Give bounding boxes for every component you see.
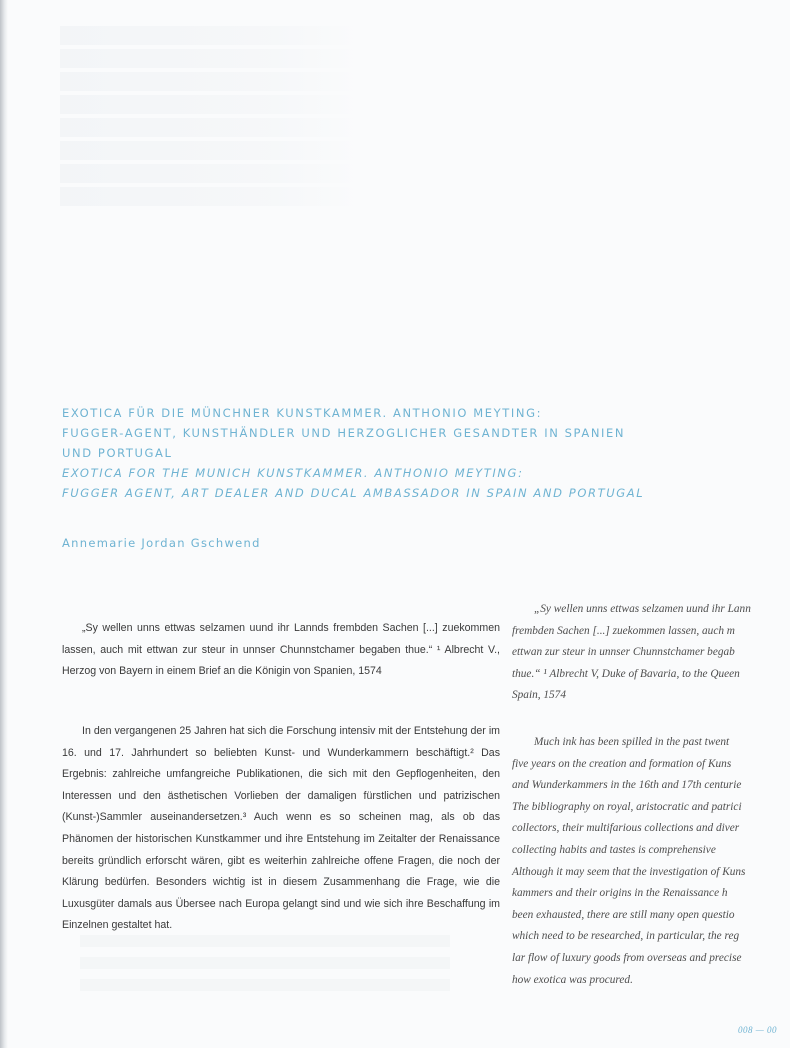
title-de-line-3: UND PORTUGAL — [62, 446, 173, 460]
page-gutter-shadow — [0, 0, 8, 1048]
title-en-line-2: FUGGER AGENT, ART DEALER AND DUCAL AMBASSADOR IN SPAIN AND PORTUGAL — [62, 486, 645, 500]
author-name: Annemarie Jordan Gschwend — [62, 536, 261, 550]
english-body-line: and Wunderkammers in the 16th and 17th centurie — [512, 779, 742, 792]
title-de-line-2: FUGGER-AGENT, KUNSTHÄNDLER UND HERZOGLICHER GESANDTER IN SPANIEN — [62, 426, 626, 440]
german-body — [62, 721, 500, 937]
english-quote-line: Spain, 1574 — [512, 689, 566, 702]
german-paragraph: In den vergangenen 25 Jahren hat sich die Forschung intensiv mit der Entstehung der im 16. und 17. Jahrhundert so beliebten Kunst- und Wunderkammern beschäftigt.² Das Ergebnis: zahlreiche umfangreiche Publikationen, die sich mit den Gepflogenheiten, den Interessen und den ästhetischen Vorlieben der damaligen fürstlichen und patrizischen (Kunst-)Sammler auseinandersetzen.³ Auch wenn es so scheinen mag, als ob das Phänomen der historischen Kunstkammer und ihre Entstehung im Zeitalter der Renaissance bereits gründlich erforscht wären, gibt es weiterhin zahlreiche offene Fragen, die noch der Klärung bedürfen. Besonders wichtig ist in diesem Zusammenhang die Frage, wie die Luxusgüter damals aus Übersee nach Europa gelangt sind und wie sich ihre Beschaffung im Einzelnen gestaltet hat. — [62, 725, 500, 932]
english-body-line: been exhausted, there are still many open questio — [512, 908, 735, 921]
english-body-line: kammers and their origins in the Renaissance h — [512, 887, 728, 900]
chapter-title — [62, 403, 762, 503]
english-quote-line: thue.“ ¹ Albrecht V, Duke of Bavaria, to the Queen — [512, 667, 740, 680]
show-through-text — [60, 26, 360, 210]
title-de-line-1: EXOTICA FÜR DIE MÜNCHNER KUNSTKAMMER. ANTHONIO MEYTING: — [62, 406, 543, 420]
english-body — [512, 732, 790, 991]
english-body-line: Although it may seem that the investigation of Kuns — [512, 865, 746, 878]
english-body-line: five years on the creation and formation of Kuns — [512, 757, 732, 770]
english-quote-line: frembden Sachen [...] zuekommen lassen, auch m — [512, 624, 735, 637]
english-body-line: which need to be researched, in particular, the reg — [512, 930, 740, 943]
english-body-line: collecting habits and tastes is comprehensive — [512, 843, 716, 856]
page-number: 008 — 00 — [738, 1025, 778, 1035]
english-quote-line: ettwan zur steur in unnser Chunnstchamer begab — [512, 646, 735, 659]
german-epigraph — [62, 618, 500, 683]
german-quote-text: „Sy wellen unns ettwas selzamen uund ihr Lannds frembden Sachen [...] zuekommen lassen, auch mit ettwan zur steur in unnser Chunnstchamer begaben thue.“ ¹ Albrecht V., Herzog von Bayern in einem Brief an die Königin von Spanien, 1574 — [62, 622, 500, 678]
english-body-line: Much ink has been spilled in the past twent — [534, 736, 730, 748]
title-en-line-1: EXOTICA FOR THE MUNICH KUNSTKAMMER. ANTHONIO MEYTING: — [62, 466, 524, 480]
english-quote-line: „Sy wellen unns ettwas selzamen uund ihr Lann — [534, 603, 751, 615]
english-body-line: lar flow of luxury goods from overseas and precise — [512, 951, 742, 964]
english-body-line: The bibliography on royal, aristocratic and patrici — [512, 800, 742, 813]
show-through-text-bottom — [80, 935, 450, 1001]
english-epigraph — [512, 599, 790, 707]
english-body-line: collectors, their multifarious collections and diver — [512, 822, 740, 835]
english-body-line: how exotica was procured. — [512, 973, 633, 986]
